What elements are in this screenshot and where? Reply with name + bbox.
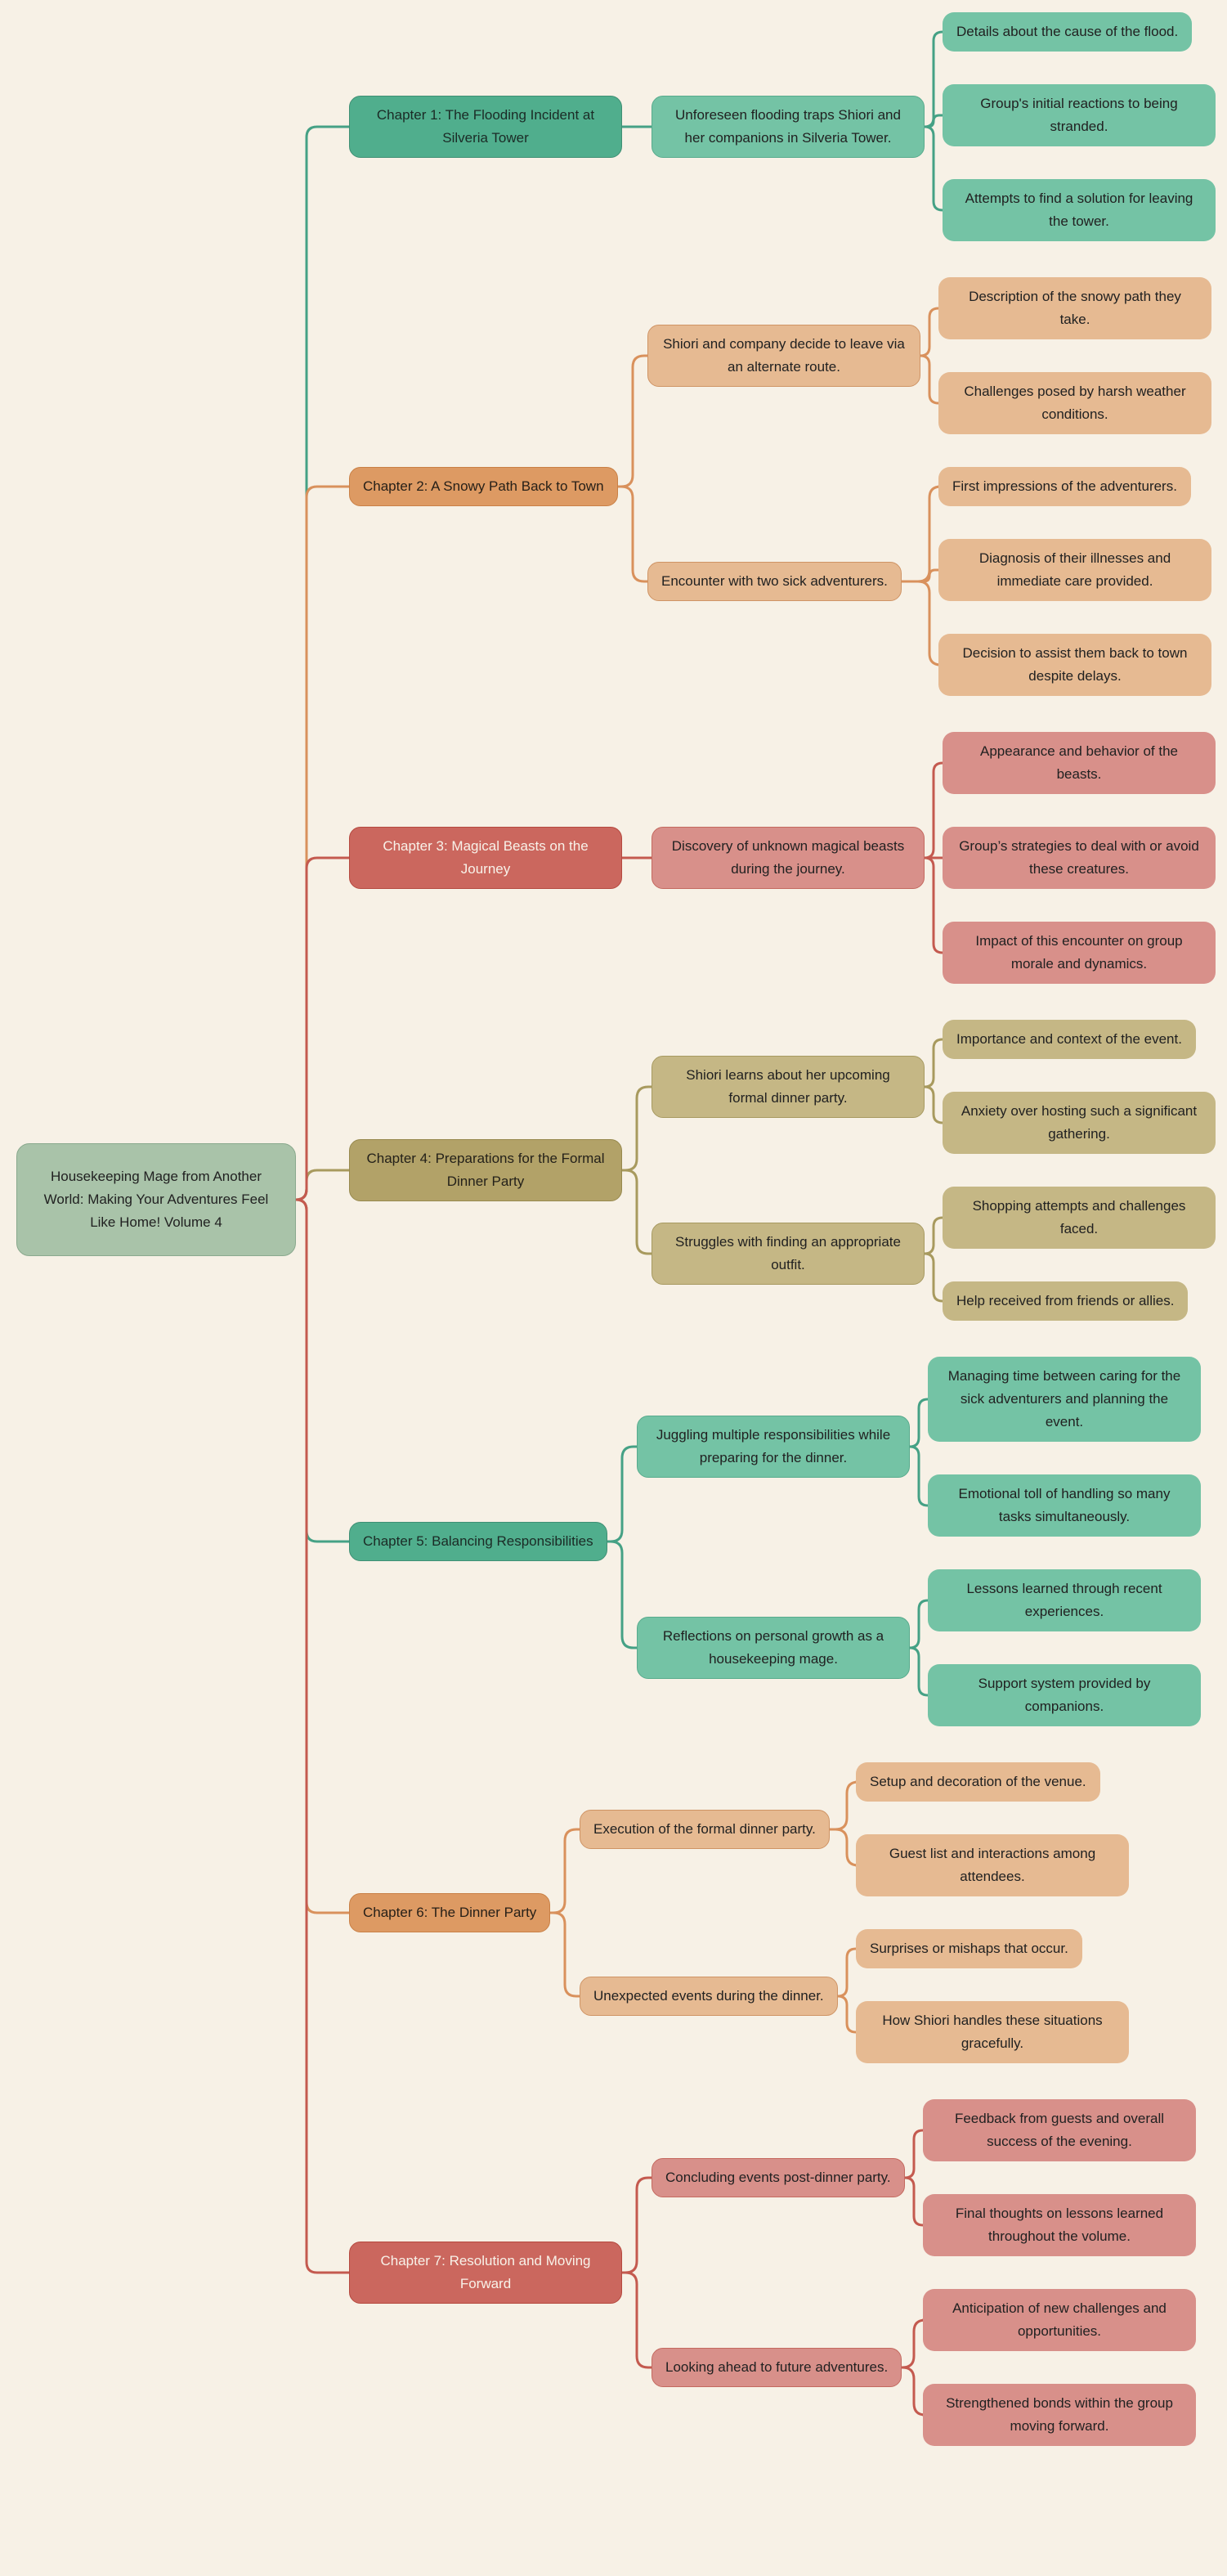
branch-connector bbox=[838, 1996, 856, 2032]
branch-connector bbox=[622, 1087, 652, 1170]
subtopic-node[interactable]: Unforeseen flooding traps Shiori and her companions in Silveria Tower. bbox=[652, 96, 925, 158]
detail-node[interactable]: Details about the cause of the flood. bbox=[943, 12, 1192, 52]
subtopic-node[interactable]: Reflections on personal growth as a housekeeping mage. bbox=[637, 1617, 910, 1679]
subtopic-node[interactable]: Encounter with two sick adventurers. bbox=[647, 562, 902, 601]
branch-connector bbox=[830, 1829, 858, 1865]
detail-node[interactable]: Attempts to find a solution for leaving the tower. bbox=[943, 179, 1216, 241]
branch-connector bbox=[607, 1542, 637, 1648]
chapter-node[interactable]: Chapter 2: A Snowy Path Back to Town bbox=[349, 467, 618, 506]
branch-connector bbox=[902, 581, 941, 665]
detail-node[interactable]: Appearance and behavior of the beasts. bbox=[943, 732, 1216, 794]
branch-connector bbox=[830, 1782, 858, 1829]
branch-connector bbox=[925, 1218, 943, 1254]
branch-connector bbox=[550, 1913, 580, 1996]
detail-node[interactable]: Emotional toll of handling so many tasks simultaneously. bbox=[928, 1474, 1201, 1537]
branch-connector bbox=[910, 1447, 928, 1506]
subtopic-node[interactable]: Unexpected events during the dinner. bbox=[580, 1977, 838, 2016]
branch-connector bbox=[905, 2130, 923, 2178]
chapter-node[interactable]: Chapter 4: Preparations for the Formal Dinner Party bbox=[349, 1139, 622, 1201]
detail-node[interactable]: Anxiety over hosting such a significant gathering. bbox=[943, 1092, 1216, 1154]
subtopic-node[interactable]: Juggling multiple responsibilities while preparing for the dinner. bbox=[637, 1416, 910, 1478]
branch-connector bbox=[910, 1648, 928, 1695]
branch-connector bbox=[618, 487, 647, 581]
branch-connector bbox=[902, 487, 941, 581]
branch-connector bbox=[296, 1200, 349, 2273]
detail-node[interactable]: Managing time between caring for the sick adventurers and planning the event. bbox=[928, 1357, 1201, 1442]
subtopic-node[interactable]: Discovery of unknown magical beasts during the journey. bbox=[652, 827, 925, 889]
branch-connector bbox=[550, 1829, 580, 1913]
branch-connector bbox=[296, 487, 349, 1200]
branch-connector bbox=[925, 115, 943, 127]
subtopic-node[interactable]: Shiori learns about her upcoming formal dinner party. bbox=[652, 1056, 925, 1118]
branch-connector bbox=[925, 1039, 943, 1087]
branch-connector bbox=[902, 2320, 925, 2367]
subtopic-node[interactable]: Concluding events post-dinner party. bbox=[652, 2158, 905, 2197]
detail-node[interactable]: Feedback from guests and overall success of the evening. bbox=[923, 2099, 1196, 2161]
branch-connector bbox=[296, 127, 349, 1200]
chapter-node[interactable]: Chapter 6: The Dinner Party bbox=[349, 1893, 550, 1932]
detail-node[interactable]: Strengthened bonds within the group moving forward. bbox=[923, 2384, 1196, 2446]
detail-node[interactable]: Anticipation of new challenges and opportunities. bbox=[923, 2289, 1196, 2351]
branch-connector bbox=[905, 2178, 923, 2225]
chapter-node[interactable]: Chapter 3: Magical Beasts on the Journey bbox=[349, 827, 622, 889]
branch-connector bbox=[925, 1087, 943, 1123]
detail-node[interactable]: Setup and decoration of the venue. bbox=[856, 1762, 1100, 1802]
branch-connector bbox=[910, 1600, 928, 1648]
detail-node[interactable]: Impact of this encounter on group morale and dynamics. bbox=[943, 922, 1216, 984]
branch-connector bbox=[920, 356, 938, 403]
branch-connector bbox=[296, 1200, 349, 1542]
detail-node[interactable]: Description of the snowy path they take. bbox=[938, 277, 1211, 339]
detail-node[interactable]: Final thoughts on lessons learned throughout the volume. bbox=[923, 2194, 1196, 2256]
branch-connector bbox=[622, 2178, 652, 2273]
branch-connector bbox=[607, 1447, 637, 1542]
branch-connector bbox=[622, 2273, 652, 2367]
detail-node[interactable]: Shopping attempts and challenges faced. bbox=[943, 1187, 1216, 1249]
branch-connector bbox=[902, 570, 938, 581]
root-topic-node[interactable]: Housekeeping Mage from Another World: Making Your Adventures Feel Like Home! Volume 4 bbox=[16, 1143, 296, 1256]
detail-node[interactable]: First impressions of the adventurers. bbox=[938, 467, 1191, 506]
detail-node[interactable]: Group’s strategies to deal with or avoid these creatures. bbox=[943, 827, 1216, 889]
subtopic-node[interactable]: Shiori and company decide to leave via an alternate route. bbox=[647, 325, 920, 387]
branch-connector bbox=[925, 32, 943, 127]
branch-connector bbox=[838, 1949, 856, 1996]
branch-connector bbox=[920, 308, 938, 356]
chapter-node[interactable]: Chapter 7: Resolution and Moving Forward bbox=[349, 2242, 622, 2304]
detail-node[interactable]: Guest list and interactions among attendees. bbox=[856, 1834, 1129, 1896]
branch-connector bbox=[910, 1399, 928, 1447]
branch-connector bbox=[902, 2367, 925, 2415]
chapter-node[interactable]: Chapter 1: The Flooding Incident at Silveria Tower bbox=[349, 96, 622, 158]
detail-node[interactable]: Support system provided by companions. bbox=[928, 1664, 1201, 1726]
detail-node[interactable]: Decision to assist them back to town despite delays. bbox=[938, 634, 1211, 696]
branch-connector bbox=[925, 127, 943, 210]
branch-connector bbox=[296, 1200, 349, 1913]
subtopic-node[interactable]: Looking ahead to future adventures. bbox=[652, 2348, 902, 2387]
branch-connector bbox=[618, 356, 647, 487]
detail-node[interactable]: Surprises or mishaps that occur. bbox=[856, 1929, 1082, 1968]
branch-connector bbox=[925, 763, 943, 858]
detail-node[interactable]: Group's initial reactions to being stranded. bbox=[943, 84, 1216, 146]
chapter-node[interactable]: Chapter 5: Balancing Responsibilities bbox=[349, 1522, 607, 1561]
detail-node[interactable]: How Shiori handles these situations gracefully. bbox=[856, 2001, 1129, 2063]
branch-connector bbox=[622, 1170, 652, 1254]
detail-node[interactable]: Challenges posed by harsh weather conditions. bbox=[938, 372, 1211, 434]
detail-node[interactable]: Lessons learned through recent experiences. bbox=[928, 1569, 1201, 1631]
branch-connector bbox=[925, 858, 943, 953]
branch-connector bbox=[925, 1254, 943, 1301]
detail-node[interactable]: Importance and context of the event. bbox=[943, 1020, 1196, 1059]
subtopic-node[interactable]: Struggles with finding an appropriate outfit. bbox=[652, 1223, 925, 1285]
subtopic-node[interactable]: Execution of the formal dinner party. bbox=[580, 1810, 830, 1849]
branch-connector bbox=[296, 858, 349, 1200]
detail-node[interactable]: Diagnosis of their illnesses and immediate care provided. bbox=[938, 539, 1211, 601]
detail-node[interactable]: Help received from friends or allies. bbox=[943, 1281, 1188, 1321]
